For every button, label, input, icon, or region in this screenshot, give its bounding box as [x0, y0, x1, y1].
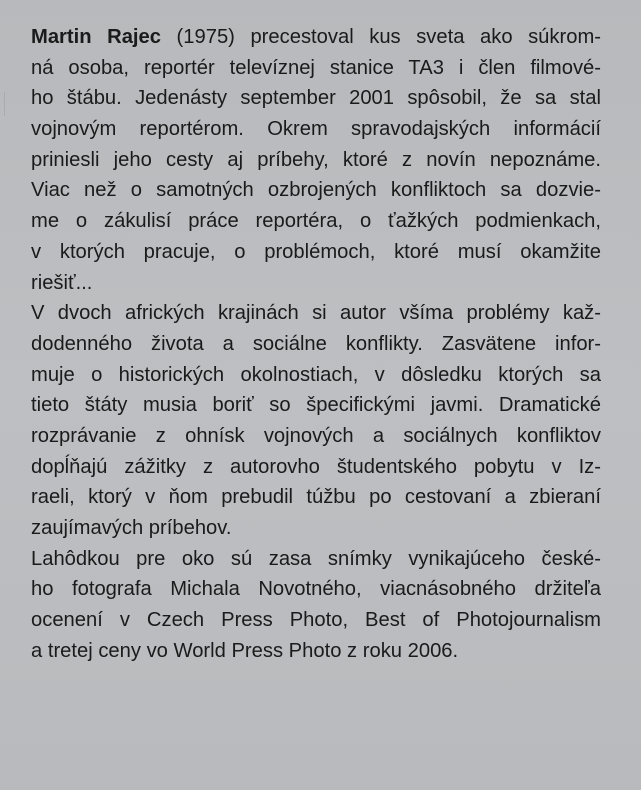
blurb-line: Lahôdkou pre oko sú zasa snímky vynikajúceho české-: [31, 547, 601, 570]
blurb-line: tieto štáty musia boriť so špecifickými javmi. Dramatické: [31, 394, 601, 417]
blurb-line: ná osoba, reportér televíznej stanice TA3 i člen filmové-: [31, 56, 601, 79]
blurb-text: [31, 22, 601, 666]
blurb-line: Viac než o samotných ozbrojených konfliktoch sa dozvie-: [31, 179, 601, 202]
blurb-line: a tretej ceny vo World Press Photo z roku 2006.: [31, 639, 459, 662]
blurb-line: me o zákulisí práce reportéra, o ťažkých podmienkach,: [31, 210, 601, 233]
blurb-line: zaujímavých príbehov.: [31, 517, 232, 539]
blurb-line: dodenného života a sociálne konflikty. Zasvätene infor-: [31, 332, 601, 355]
blurb-line: ho štábu. Jedenásty september 2001 spôsobil, že sa stal: [31, 87, 601, 110]
blurb-line: ocenení v Czech Press Photo, Best of Photojournalism: [31, 609, 601, 632]
blurb-line-1-text: (1975) precestoval kus sveta ako súkrom-: [160, 26, 601, 48]
blurb-line-1: [31, 22, 601, 53]
author-name: Martin Rajec: [31, 26, 161, 48]
blurb-line: ho fotografa Michala Novotného, viacnásobného držiteľa: [31, 578, 601, 601]
blurb-line: priniesli jeho cesty aj príbehy, ktoré z novín nepoznáme.: [31, 148, 601, 171]
blurb-line: vojnovým reportérom. Okrem spravodajských informácií: [31, 118, 601, 141]
blurb-line: V dvoch afrických krajinách si autor všíma problémy kaž-: [31, 302, 601, 325]
scan-artifact: [4, 92, 5, 116]
blurb-line: dopĺňajú zážitky z autorovho študentského pobytu v Iz-: [31, 455, 601, 478]
blurb-line: rozprávanie z ohnísk vojnových a sociálnych konfliktov: [31, 424, 601, 447]
blurb-line: raeli, ktorý v ňom prebudil túžbu po cestovaní a zbieraní: [31, 486, 601, 509]
blurb-line: muje o historických okolnostiach, v dôsledku ktorých sa: [31, 363, 601, 386]
blurb-line: riešiť...: [31, 271, 93, 294]
blurb-line: v ktorých pracuje, o problémoch, ktoré musí okamžite: [31, 240, 601, 263]
